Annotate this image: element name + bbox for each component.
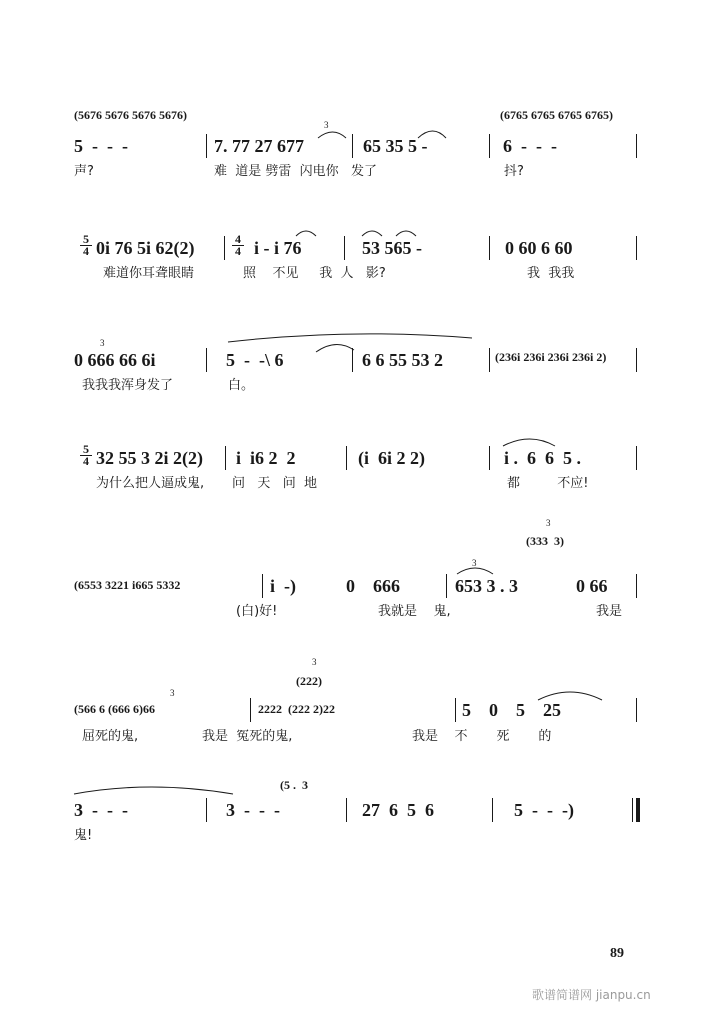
- time-signature-bottom: 4: [235, 244, 241, 258]
- notation-segment: 32 55 3 2i 2(2): [96, 448, 203, 468]
- notation-segment: 5 - - -: [74, 136, 128, 156]
- lyric-line: 照 不见 我 人 影?: [243, 266, 386, 281]
- lyric-line: 屈死的鬼,: [82, 729, 139, 744]
- triplet-mark: 3: [100, 338, 105, 348]
- notation-segment: i . 6 6 5 .: [504, 448, 582, 468]
- notation-segment: 6 6 55 53 2: [362, 350, 443, 370]
- notation-segment: 5 - -\ 6: [226, 350, 284, 370]
- lyric-line: 都 不应!: [507, 476, 589, 491]
- lyric-line: 我我我浑身发了: [82, 378, 174, 393]
- lyric-line: 我是 冤死的鬼,: [202, 729, 293, 744]
- notation-segment: 6 - - -: [503, 136, 557, 156]
- notation-segment: (6765 6765 6765 6765): [500, 108, 613, 122]
- notation-segment: i -): [270, 576, 296, 596]
- notation-segment: (6553 3221 i665 5332: [74, 578, 181, 592]
- lyric-line: 我就是 鬼,: [378, 604, 451, 619]
- slur: [538, 692, 602, 700]
- slur: [316, 344, 354, 352]
- slur: [228, 334, 472, 342]
- notation-segment: 5 0 5 25: [462, 700, 561, 720]
- slur: [362, 231, 382, 236]
- lyric-line: 鬼!: [74, 828, 93, 843]
- page-number: 89: [610, 946, 624, 961]
- notation-segment: 0 66: [576, 576, 608, 596]
- time-signature-bottom: 4: [83, 454, 89, 468]
- notation-segment: (222): [296, 674, 322, 688]
- notation-segment: 3 - - -: [74, 800, 128, 820]
- notation-segment: 0 666: [346, 576, 400, 596]
- slur: [396, 231, 416, 236]
- notation-segment: (5 . 3: [280, 778, 308, 792]
- time-signature-top: 4: [232, 234, 244, 246]
- slur: [503, 439, 555, 446]
- time-signature-top: 5: [80, 444, 92, 456]
- time-signature-top: 5: [80, 234, 92, 246]
- slur: [74, 787, 233, 794]
- notation-segment: 0 666 66 6i: [74, 350, 156, 370]
- lyric-line: 难道你耳聋眼睛: [103, 266, 195, 281]
- lyric-line: 我是 不 死 的: [412, 729, 552, 744]
- notation-segment: 53 565 -: [362, 238, 422, 258]
- notation-segment: 27 6 5 6: [362, 800, 434, 820]
- notation-segment: 3 - - -: [226, 800, 280, 820]
- notation-segment: 5 - - -): [514, 800, 574, 820]
- slur: [457, 568, 493, 574]
- slur: [296, 231, 316, 236]
- notation-segment: (i 6i 2 2): [358, 448, 425, 468]
- triplet-mark: 3: [546, 518, 551, 528]
- notation-segment: 7. 77 27 677: [214, 136, 304, 156]
- notation-segment: (236i 236i 236i 236i 2): [495, 350, 607, 364]
- triplet-mark: 3: [312, 657, 317, 667]
- time-signature-bottom: 4: [83, 244, 89, 258]
- lyric-line: 声?: [74, 164, 94, 179]
- lyric-line: 我 我我: [527, 266, 575, 281]
- notation-segment: 653 3 . 3: [455, 576, 518, 596]
- triplet-mark: 3: [472, 558, 477, 568]
- notation-segment: 0i 76 5i 62(2): [96, 238, 195, 258]
- notation-segment: 65 35 5 -: [363, 136, 428, 156]
- lyric-line: 问 天 问 地: [232, 476, 318, 491]
- notation-segment: (5676 5676 5676 5676): [74, 108, 187, 122]
- triplet-mark: 3: [170, 688, 175, 698]
- slur: [318, 132, 346, 138]
- notation-segment: i - i 76: [254, 238, 302, 258]
- notation-segment: 0 60 6 60: [505, 238, 573, 258]
- watermark: 歌谱简谱网 jianpu.cn: [532, 988, 651, 1002]
- lyric-line: (白)好!: [236, 604, 278, 619]
- lyric-line: 抖?: [504, 164, 524, 179]
- triplet-mark: 3: [324, 120, 329, 130]
- notation-segment: i i6 2 2: [236, 448, 296, 468]
- notation-segment: (566 6 (666 6)66: [74, 702, 155, 716]
- notation-segment: 2222 (222 2)22: [258, 702, 335, 716]
- notation-segment: (333 3): [526, 534, 564, 548]
- lyric-line: 难 道是 劈雷 闪电你 发了: [214, 164, 378, 179]
- slur: [418, 131, 446, 138]
- lyric-line: 我是: [596, 604, 623, 619]
- lyric-line: 为什么把人逼成鬼,: [96, 476, 205, 491]
- lyric-line: 白。: [228, 378, 255, 393]
